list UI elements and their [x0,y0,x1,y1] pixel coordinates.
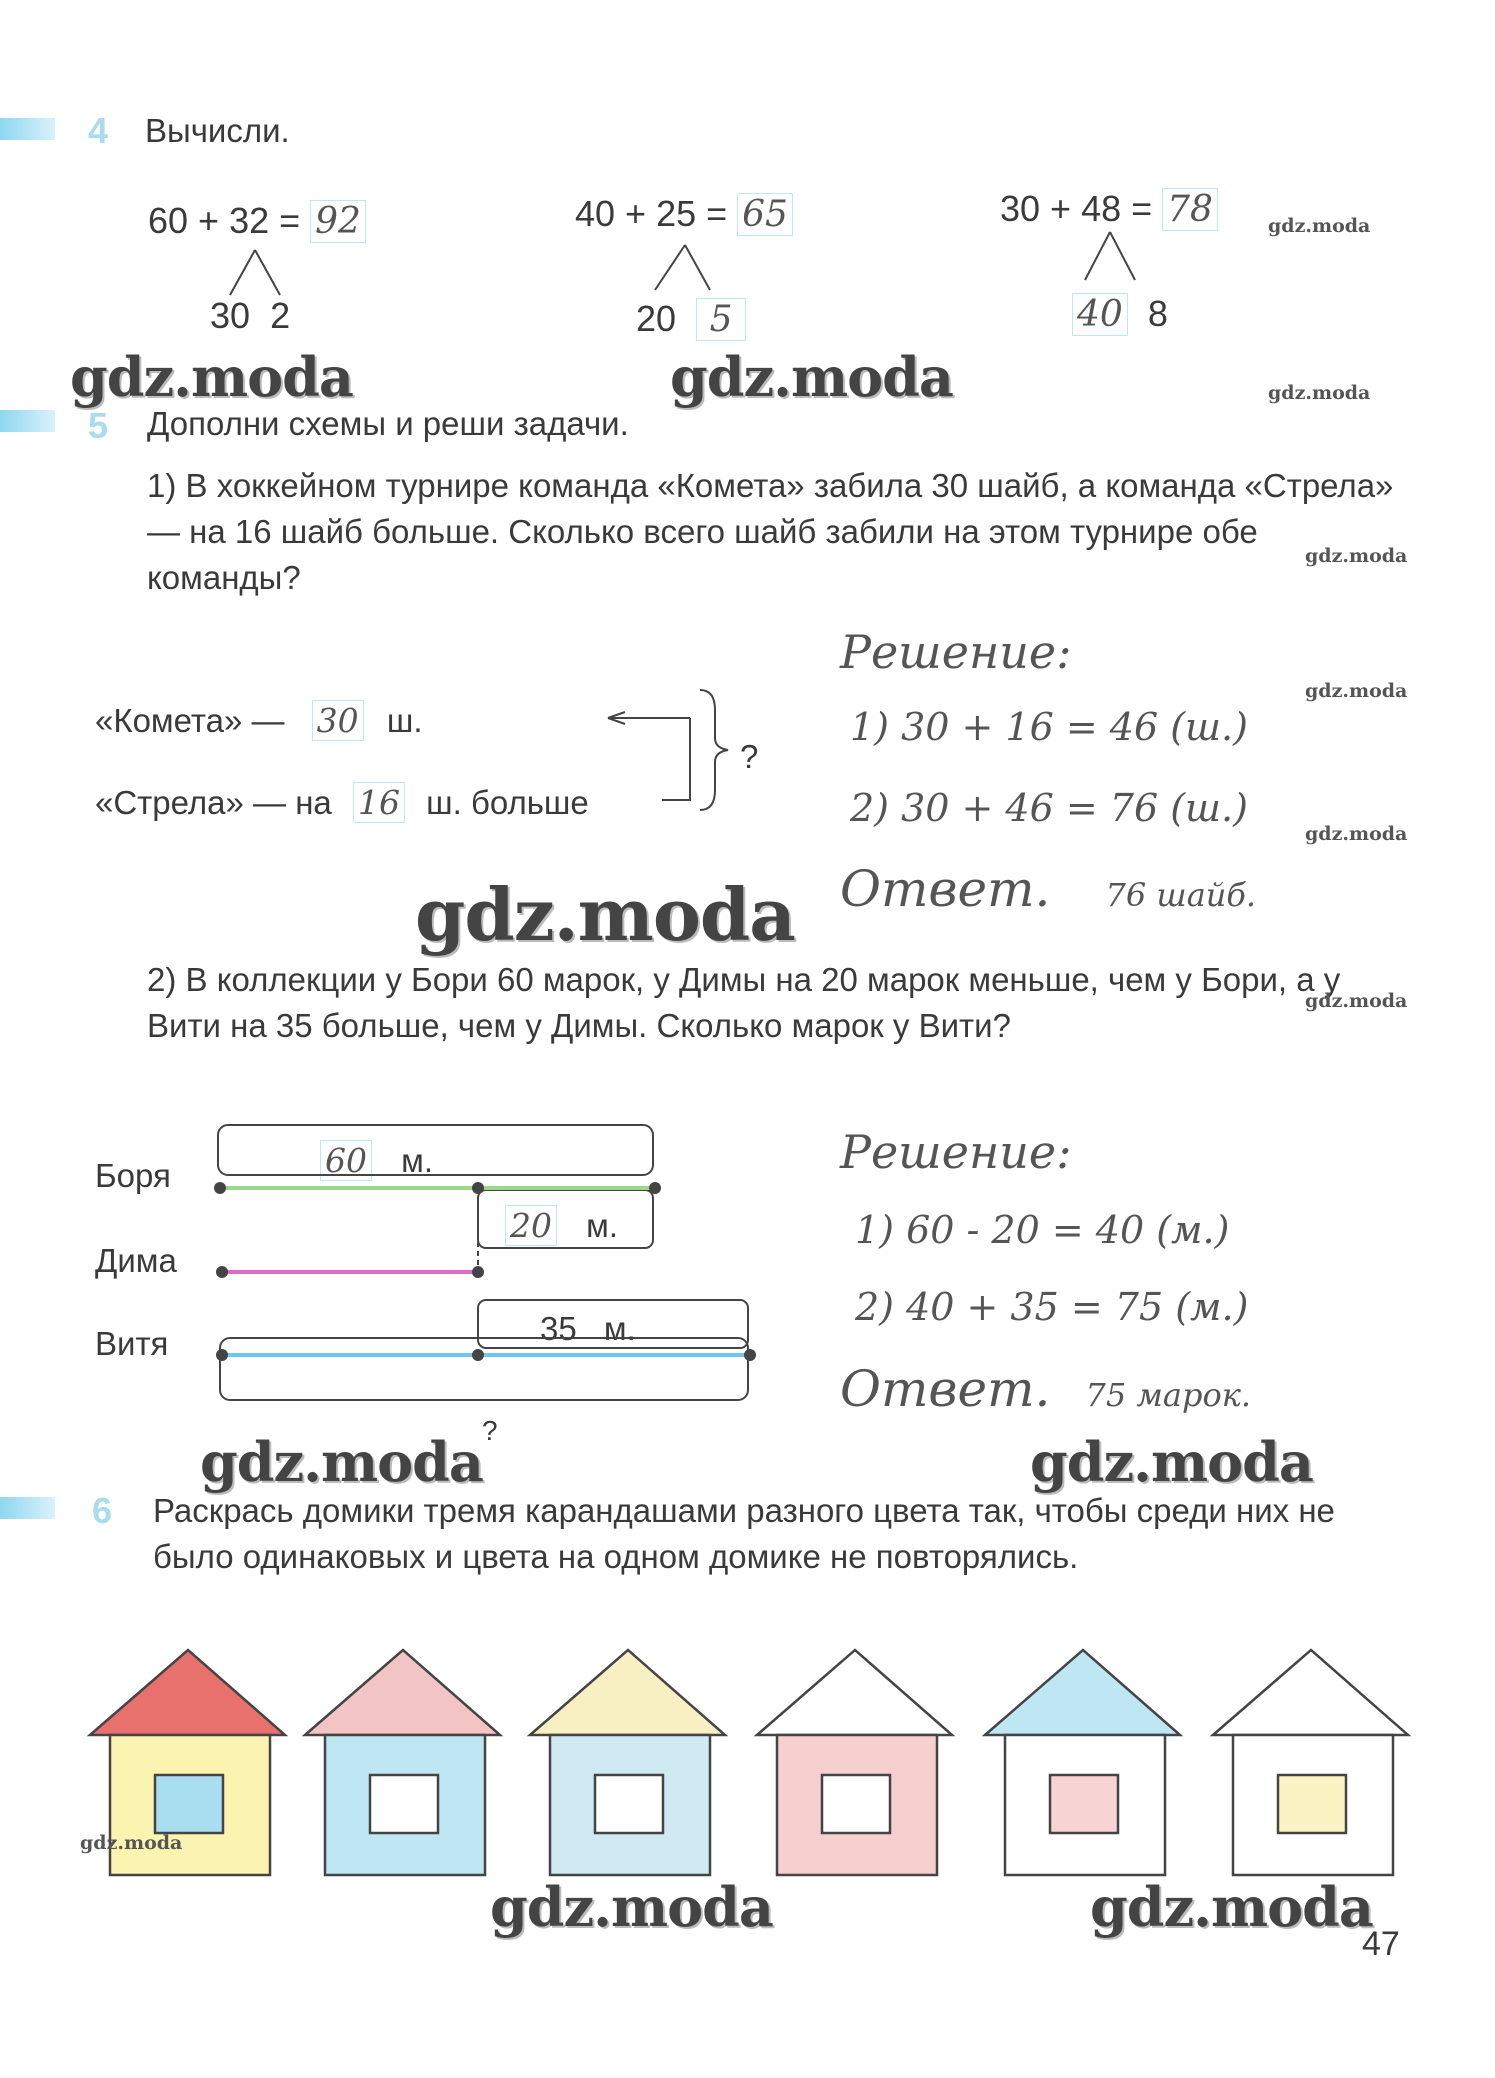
house-roof [90,1650,285,1735]
split-value: 30 [210,295,251,336]
house-window [595,1775,663,1833]
expression-left: 60 + 32 = [148,200,301,241]
answer-box: 65 [737,193,793,236]
split-value: 2 [270,295,291,336]
expression-left: 30 + 48 = [1000,188,1153,229]
watermark: gdz.moda [415,872,795,957]
split-line [1085,232,1135,280]
answer-box: 92 [310,200,366,243]
segment-point [216,1349,228,1361]
answer-label: Ответ. [840,860,1051,918]
watermark: gdz.moda [1305,823,1408,845]
bracket-difference [478,1190,653,1248]
solution-step: 1) 30 + 16 = 46 (ш.) [850,705,1248,749]
segment-point [472,1182,484,1194]
house-window [155,1775,223,1833]
watermark: gdz.moda [1305,990,1408,1012]
segment-point [744,1349,756,1361]
watermark: gdz.moda [1305,680,1408,702]
watermark: gdz.moda [1268,382,1371,404]
house-roof [985,1650,1180,1735]
page-number: 47 [1362,1925,1400,1963]
house-roof [305,1650,500,1735]
solution-title: Решение: [840,1125,1072,1179]
task-title: Вычисли. [145,112,290,149]
scheme-label: «Стрела» — на [95,784,332,821]
segment-point [472,1349,484,1361]
watermark: gdz.moda [490,1875,773,1939]
answer-value: 75 марок. [1085,1376,1252,1414]
answer-box: 40 [1072,293,1128,336]
split-value: 20 [636,298,677,339]
house-roof [1213,1650,1408,1735]
solution-step: 2) 30 + 46 = 76 (ш.) [850,786,1248,830]
answer-value: 76 шайб. [1105,876,1257,914]
scheme-question: ? [740,738,759,775]
watermark: gdz.moda [1030,1430,1313,1494]
house-window [822,1775,890,1833]
segment-point [472,1266,484,1278]
answer-box: 60 [320,1140,372,1181]
split-line [655,245,710,290]
task-number: 4 [88,110,109,151]
scheme-unit: м. [603,1310,636,1347]
task-number: 5 [88,405,109,446]
scheme-unit: м. [586,1207,619,1244]
problem-text: 1) В хоккейном турнире команда «Комета» забила 30 шайб, а команда «Стрела» — на 16 шайб больше. Сколько всего шайб забили на этом турнире обе команды? [147,467,1394,596]
split-value: 8 [1147,293,1168,334]
house-roof [757,1650,952,1735]
scheme-unit: ш. [386,702,423,739]
arrow-line [662,718,690,800]
answer-box: 16 [353,782,405,823]
answer-box: 30 [312,700,364,741]
segment-point [216,1266,228,1278]
solution-step: 1) 60 - 20 = 40 (м.) [855,1208,1230,1252]
watermark: gdz.moda [200,1430,483,1494]
answer-box: 5 [696,298,746,341]
scheme-name: Дима [95,1242,177,1279]
task-text: Раскрась домики тремя карандашами разного цвета так, чтобы среди них не было одинаковых и цвета на одном домике не повторялись. [153,1492,1335,1575]
bracket-borya [218,1125,653,1175]
house-window [370,1775,438,1833]
segment-point [649,1182,661,1194]
task-number: 6 [92,1490,113,1531]
house-roof [530,1650,725,1735]
watermark: gdz.moda [1090,1875,1373,1939]
solution-title: Решение: [840,625,1072,679]
scheme-name: Витя [95,1325,169,1362]
scheme-unit: м. [401,1142,434,1179]
watermark: gdz.moda [80,1832,183,1854]
bracket-vitya-extra [478,1300,748,1348]
watermark: gdz.moda [1305,545,1408,567]
watermark: gdz.moda [70,345,353,409]
brace [700,690,728,810]
solution-step: 2) 40 + 35 = 75 (м.) [855,1285,1249,1329]
answer-box: 20 [505,1205,557,1246]
house-window [1278,1775,1346,1833]
split-line [230,250,280,295]
scheme-value: 35 [540,1310,577,1347]
watermark: gdz.moda [670,345,953,409]
scheme-label: «Комета» — [95,702,285,739]
scheme-question: ? [482,1415,498,1446]
house-window [1050,1775,1118,1833]
task-title: Дополни схемы и реши задачи. [147,405,629,442]
expression-left: 40 + 25 = [575,193,728,234]
scheme-unit: ш. больше [426,784,589,821]
answer-box: 78 [1162,188,1218,231]
watermark: gdz.moda [1268,215,1371,237]
segment-point [214,1182,226,1194]
scheme-name: Боря [95,1157,171,1194]
answer-label: Ответ. [840,1360,1051,1418]
problem-text: 2) В коллекции у Бори 60 марок, у Димы на 20 марок меньше, чем у Бори, а у Вити на 35 больше, чем у Димы. Сколько марок у Вити? [147,961,1341,1044]
